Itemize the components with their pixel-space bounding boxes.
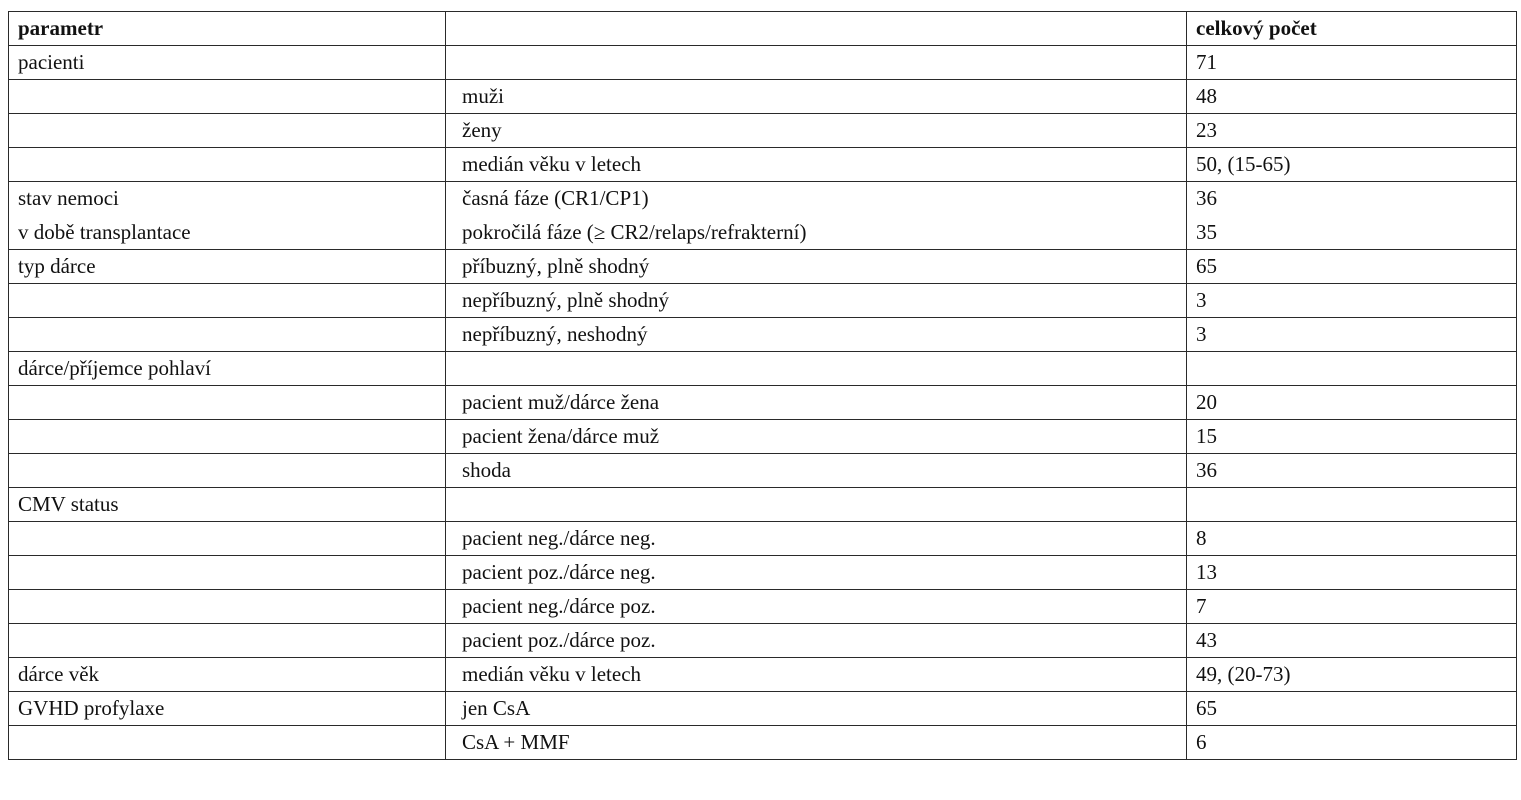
table-row <box>9 352 1517 386</box>
subparameter-cell: muži <box>446 80 1187 114</box>
parameter-cell: stav nemoci <box>9 182 446 216</box>
subparameter-cell: medián věku v letech <box>446 658 1187 692</box>
table-row <box>9 556 1517 590</box>
subparameter-cell: pacient neg./dárce neg. <box>446 522 1187 556</box>
subparameter-cell: nepříbuzný, neshodný <box>446 318 1187 352</box>
count-cell: 71 <box>1187 46 1517 80</box>
table-row <box>9 590 1517 624</box>
table-row <box>9 386 1517 420</box>
parameter-cell <box>9 590 446 624</box>
subparameter-cell <box>446 352 1187 386</box>
count-cell: 8 <box>1187 522 1517 556</box>
count-cell: 36 <box>1187 182 1517 216</box>
table-row <box>9 216 1517 250</box>
parameter-cell: dárce věk <box>9 658 446 692</box>
table-row <box>9 658 1517 692</box>
count-cell: 49, (20-73) <box>1187 658 1517 692</box>
count-cell: 48 <box>1187 80 1517 114</box>
table-row <box>9 114 1517 148</box>
count-cell: 43 <box>1187 624 1517 658</box>
table-row <box>9 488 1517 522</box>
subparameter-cell <box>446 46 1187 80</box>
table-row <box>9 318 1517 352</box>
parameter-cell <box>9 114 446 148</box>
subparameter-cell: pacient muž/dárce žena <box>446 386 1187 420</box>
table-row <box>9 522 1517 556</box>
table-row <box>9 46 1517 80</box>
parameter-cell <box>9 556 446 590</box>
subparameter-cell: pacient neg./dárce poz. <box>446 590 1187 624</box>
count-cell: 23 <box>1187 114 1517 148</box>
subparameter-cell: časná fáze (CR1/CP1) <box>446 182 1187 216</box>
table-row <box>9 624 1517 658</box>
subparameter-cell: pacient poz./dárce poz. <box>446 624 1187 658</box>
table-container <box>8 11 1517 760</box>
count-cell: 13 <box>1187 556 1517 590</box>
subparameter-cell: příbuzný, plně shodný <box>446 250 1187 284</box>
count-cell: 65 <box>1187 250 1517 284</box>
parameter-cell <box>9 148 446 182</box>
table-row <box>9 284 1517 318</box>
parameter-cell: typ dárce <box>9 250 446 284</box>
count-cell: 15 <box>1187 420 1517 454</box>
count-cell: 50, (15-65) <box>1187 148 1517 182</box>
parameter-cell <box>9 454 446 488</box>
parameter-cell <box>9 80 446 114</box>
count-cell: 65 <box>1187 692 1517 726</box>
subparameter-cell: CsA + MMF <box>446 726 1187 760</box>
parameter-cell <box>9 522 446 556</box>
table-row <box>9 726 1517 760</box>
parameter-cell: v době transplantace <box>9 216 446 250</box>
parameter-cell <box>9 284 446 318</box>
count-cell <box>1187 352 1517 386</box>
parameter-cell: CMV status <box>9 488 446 522</box>
subparameter-cell: ženy <box>446 114 1187 148</box>
table-row <box>9 148 1517 182</box>
count-cell <box>1187 488 1517 522</box>
subparameter-cell: medián věku v letech <box>446 148 1187 182</box>
subparameter-cell: pacient žena/dárce muž <box>446 420 1187 454</box>
header-subparameter <box>446 12 1187 46</box>
table-row <box>9 250 1517 284</box>
count-cell: 35 <box>1187 216 1517 250</box>
header-parameter: parametr <box>9 12 446 46</box>
table-row <box>9 692 1517 726</box>
parameter-cell <box>9 386 446 420</box>
table-row <box>9 420 1517 454</box>
parameter-cell: dárce/příjemce pohlaví <box>9 352 446 386</box>
subparameter-cell: shoda <box>446 454 1187 488</box>
parameter-cell: pacienti <box>9 46 446 80</box>
parameter-cell <box>9 420 446 454</box>
parameter-cell: GVHD profylaxe <box>9 692 446 726</box>
parameter-cell <box>9 318 446 352</box>
count-cell: 3 <box>1187 284 1517 318</box>
table-row <box>9 182 1517 216</box>
subparameter-cell: pokročilá fáze (≥ CR2/relaps/refrakterní) <box>446 216 1187 250</box>
parameter-cell <box>9 624 446 658</box>
subparameter-cell: jen CsA <box>446 692 1187 726</box>
subparameter-cell: nepříbuzný, plně shodný <box>446 284 1187 318</box>
count-cell: 20 <box>1187 386 1517 420</box>
table-header-row <box>9 12 1517 46</box>
patient-characteristics-table <box>8 11 1517 760</box>
subparameter-cell: pacient poz./dárce neg. <box>446 556 1187 590</box>
count-cell: 36 <box>1187 454 1517 488</box>
count-cell: 6 <box>1187 726 1517 760</box>
parameter-cell <box>9 726 446 760</box>
count-cell: 7 <box>1187 590 1517 624</box>
table-row <box>9 80 1517 114</box>
count-cell: 3 <box>1187 318 1517 352</box>
subparameter-cell <box>446 488 1187 522</box>
table-row <box>9 454 1517 488</box>
header-total-count: celkový počet <box>1187 12 1517 46</box>
